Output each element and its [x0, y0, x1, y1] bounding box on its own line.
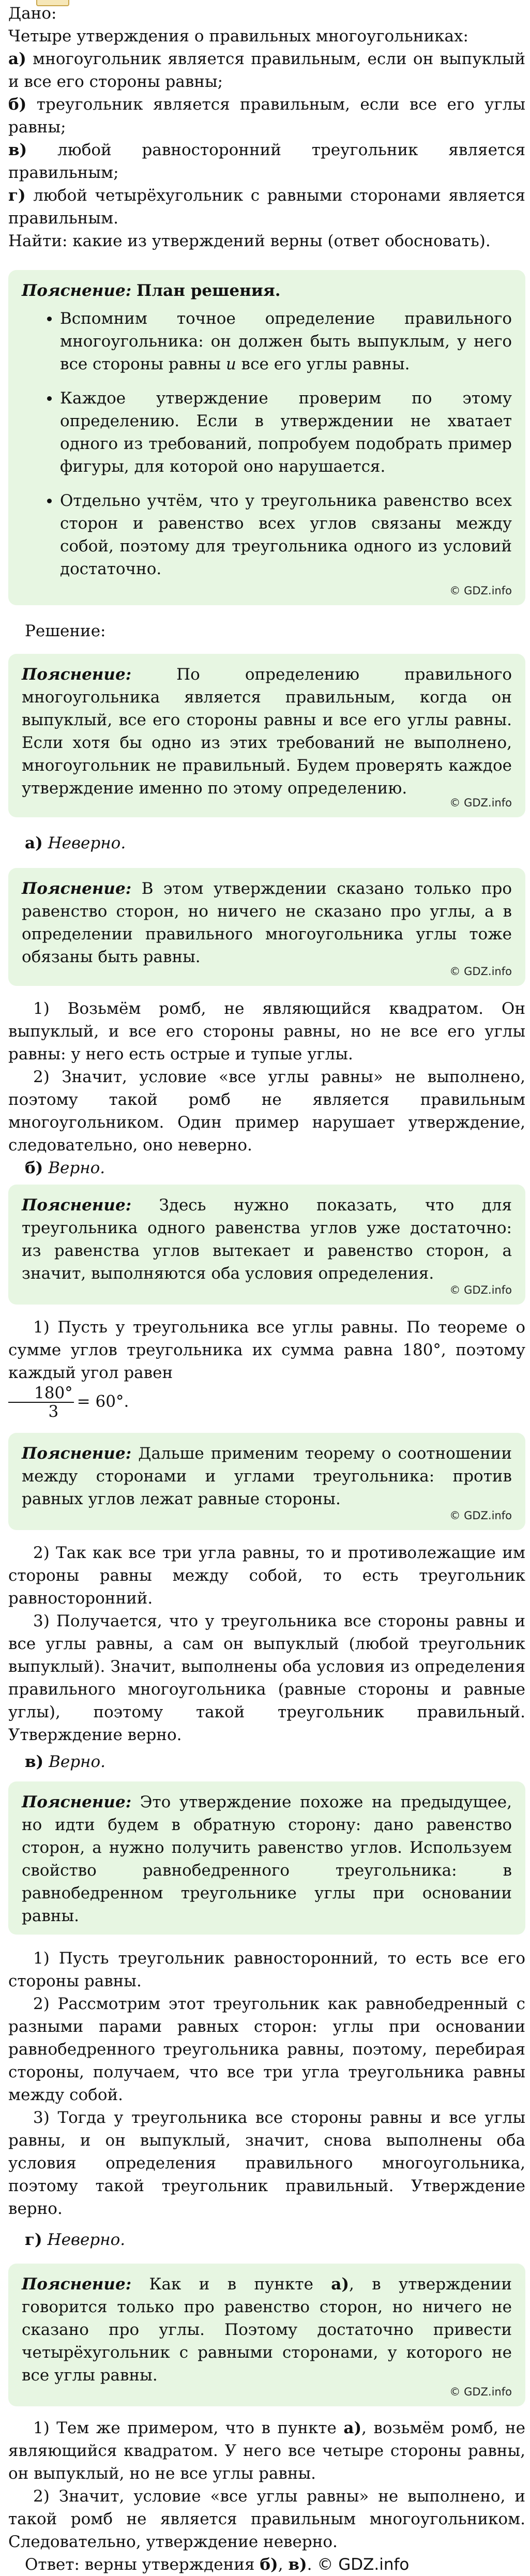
- statement-letter: а): [8, 50, 26, 68]
- plan-box: [8, 270, 525, 605]
- statement-text: треугольник является правильным, если все его углы равны;: [8, 95, 525, 137]
- part-b-step: 3) Получается, что у треугольника все стороны равны и все углы равны, а сам он выпуклый (любой треугольник выпуклый). Значит, выполнены оба условия из определения правильного многоугольника (равные стороны и равные углы), поэтому такой треугольник правильный. Утверждение верно.: [8, 1612, 525, 1744]
- statement-letter: б): [8, 95, 27, 114]
- explanation-text: По определению правильного многоугольника является правильным, когда он выпуклый, все его стороны равны и все его углы равны. Если хотя бы одно из этих требований не выполнено, многоугольник не правильный. Будем проверять каждое утверждение именно по этому определению.: [22, 665, 512, 798]
- explanation-text: Дальше применим теорему о соотношении между сторонами и углами треугольника: против равных углов лежат равные стороны.: [22, 1444, 512, 1508]
- verdict: Верно.: [48, 1159, 105, 1177]
- gdz-watermark: © GDZ.info: [449, 585, 512, 597]
- part-c-explanation-box: [8, 1781, 525, 1935]
- statement-letter: г): [8, 186, 26, 205]
- given-statement-d: [8, 184, 525, 230]
- explanation-label: Пояснение:: [22, 1793, 132, 1811]
- gdz-watermark: © GDZ.info: [449, 1509, 512, 1522]
- plan-title: План решения.: [137, 281, 281, 300]
- verdict: Верно.: [49, 1753, 105, 1771]
- explanation-text: В этом утверждении сказано только про равенство сторон, но ничего не сказано про углы, а в определении правильного многоугольника углы тоже обязаны быть равны.: [22, 879, 512, 966]
- part-b-verdict: [8, 1157, 525, 1179]
- part-a-verdict: [8, 832, 525, 855]
- part-c-step: 2) Рассмотрим этот треугольник как равнобедренный с разными парами равных сторон: углы при основании равнобедренного треугольника равны, поэтому, перебирая стороны, получаем, что все три угла треугольника равны между собой.: [8, 1995, 525, 2104]
- part-b-step: 2) Так как все три угла равны, то и противолежащие им стороны равны между собой, то есть треугольник равносторонний.: [8, 1544, 525, 1608]
- plan-title-line: [22, 279, 512, 302]
- solution-page: [8, 0, 525, 2576]
- gdz-watermark: © GDZ.info: [449, 965, 512, 978]
- explanation-label: Пояснение:: [22, 1444, 132, 1463]
- plan-bullet: • Вспомним точное определение правильного многоугольника: он должен быть выпуклым, у него все стороны равны и все его углы равны.: [60, 307, 512, 376]
- part-d-step-2: 2) Значит, условие «все углы равны» не выполнено, и такой ромб не является правильным многоугольником. Следовательно, утверждение неверно.: [8, 2487, 525, 2551]
- part-a-step: 2) Значит, условие «все углы равны» не выполнено, поэтому такой ромб не является правильным многоугольником. Один пример нарушает утверждение, следовательно, оно неверно.: [8, 1068, 525, 1155]
- part-letter: в): [25, 1753, 44, 1771]
- given-statement-b: [8, 93, 525, 139]
- plan-bullet: • Каждое утверждение проверим по этому определению. Если в утверждении не хватает одного из требований, попробуем подобрать пример фигуры, для которой оно нарушается.: [60, 387, 512, 478]
- explanation-label: Пояснение:: [22, 665, 132, 684]
- gdz-watermark: © GDZ.info: [449, 1284, 512, 1296]
- gdz-watermark: © GDZ.info: [449, 2386, 512, 2398]
- part-letter: а): [25, 834, 43, 852]
- part-letter: б): [25, 1159, 43, 1177]
- part-b-step-1: 1) Пусть у треугольника все углы равны. По теореме о сумме углов треугольника их сумма равна 180°, поэтому каждый угол равен $\frac{180^\circ}{3}$ = 60°.: [8, 1318, 525, 1421]
- explanation-label: Пояснение:: [22, 281, 132, 300]
- gdz-watermark: © GDZ.info: [449, 797, 512, 809]
- part-b-explanation-box-2: [8, 1433, 525, 1530]
- statement-letter: в): [8, 141, 27, 159]
- statement-text: любой равносторонний треугольник является правильным;: [8, 141, 525, 182]
- part-d-explanation-box: Пояснение: Как и в пункте а), в утверждении говорится только про равенство сторон, но ничего не сказано про углы. Поэтому достаточно привести четырёхугольник с равными сторонами, у которого не все углы равны. © GDZ.info: [8, 2264, 525, 2406]
- explanation-text: Это утверждение похоже на предыдущее, но идти будем в обратную сторону: дано равенство сторон, а нужно получить равенство углов. Используем свойство равнобедренного треугольника: в равнобедренном треугольнике углы при основании равны.: [22, 1793, 512, 1925]
- statement-text: многоугольник является правильным, если он выпуклый и все его стороны равны;: [8, 50, 525, 91]
- part-b-explanation-box: [8, 1185, 525, 1305]
- given-statement-a: [8, 48, 525, 93]
- plan-bullet: • Отдельно учтём, что у треугольника равенство всех сторон и равенство всех углов связаны между собой, поэтому для треугольника одного из условий достаточно.: [60, 489, 512, 580]
- explanation-label: Пояснение:: [22, 879, 132, 898]
- part-c-verdict: [8, 1750, 525, 1773]
- given-statement-c: [8, 139, 525, 184]
- verdict: Неверно.: [48, 834, 126, 852]
- part-d-verdict: [8, 2228, 525, 2251]
- part-d-step-1: 1) Тем же примером, что в пункте а), возьмём ромб, не являющийся квадратом. У него все четыре стороны равны, он выпуклый, но не все углы равны.: [8, 2419, 525, 2483]
- part-letter: г): [25, 2230, 42, 2249]
- plan-list: [22, 307, 512, 580]
- gdz-watermark: © GDZ.info: [317, 2555, 410, 2574]
- part-a-step: 1) Возьмём ромб, не являющийся квадратом. Он выпуклый, и все его стороны равны, но не все его углы равны: у него есть острые и тупые углы.: [8, 999, 525, 1064]
- given-heading: Дано:: [8, 4, 57, 23]
- fraction-180-over-3: $\frac{180^\circ}{3}$: [8, 1384, 74, 1420]
- part-c-step: 1) Пусть треугольник равносторонний, то есть все его стороны равны.: [8, 1949, 525, 1990]
- part-c-step: 3) Тогда у треугольника все стороны равны и все углы равны, и он выпуклый, значит, снова выполнены оба условия определения правильного многоугольника, поэтому такой треугольник правильный. Утверждение верно.: [8, 2108, 525, 2218]
- explanation-label: Пояснение:: [22, 1196, 132, 1215]
- part-a-explanation-box: [8, 868, 525, 986]
- given-find: Найти: какие из утверждений верны (ответ обосновать).: [8, 232, 491, 250]
- explanation-text: Здесь нужно показать, что для треугольника одного равенства углов уже достаточно: из равенства углов вытекает и равенство сторон, а значит, выполняются оба условия определения.: [22, 1196, 512, 1283]
- statement-text: любой четырёхугольник с равными сторонами является правильным.: [8, 186, 525, 228]
- definition-box: [8, 654, 525, 817]
- explanation-label: Пояснение:: [22, 2275, 132, 2294]
- solution-heading: Решение:: [25, 622, 106, 640]
- given-intro: Четыре утверждения о правильных многоугольниках:: [8, 27, 468, 46]
- verdict: Неверно.: [47, 2230, 126, 2249]
- answer-line: Ответ: верны утверждения б), в). © GDZ.info: [25, 2555, 410, 2574]
